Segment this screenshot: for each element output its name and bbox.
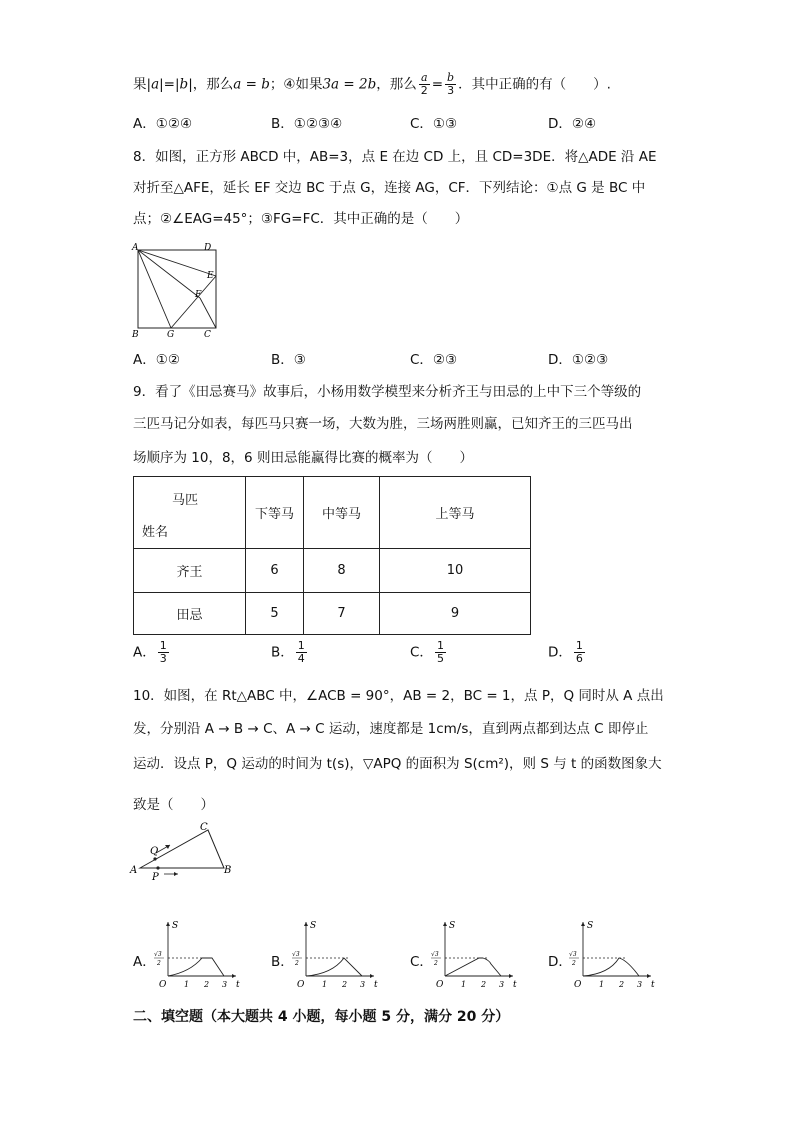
tick-label-2: 2 <box>619 980 625 989</box>
t-axis-label: t <box>651 980 655 990</box>
table-header-cell: 中等马 <box>304 477 380 549</box>
tick-label-1: 1 <box>322 980 328 989</box>
table-corner-cell: 马匹 姓名 <box>134 477 246 549</box>
q8-label-c: C <box>204 330 211 338</box>
tick-label-3: 3 <box>637 980 643 989</box>
origin-label: O <box>159 980 167 990</box>
q10-text-line2: 发，分别沿 A → B → C、A → C 运动，速度都是 1cm/s，直到两点都到达点 C 即停止 <box>133 721 649 737</box>
s-axis-arrow <box>166 922 170 926</box>
q10-option-d[interactable]: D． <box>548 954 572 970</box>
graph-option-c <box>427 918 517 990</box>
q10-option-a[interactable]: A． <box>133 954 156 970</box>
s-axis-arrow <box>581 922 585 926</box>
origin-label: O <box>436 980 444 990</box>
q8-label-b: B <box>132 330 139 338</box>
q8-option-c[interactable]: C．②③ <box>410 352 458 368</box>
den-label: 2 <box>295 960 299 967</box>
svg-text:A: A <box>130 865 138 876</box>
t-axis-label: t <box>513 980 517 990</box>
table-row: 齐王 6 8 10 <box>134 549 531 593</box>
q8-label-a: A <box>132 243 139 253</box>
q7-option-b[interactable]: B．①②③④ <box>271 116 343 132</box>
s-axis-arrow <box>304 922 308 926</box>
q10-option-c[interactable]: C． <box>410 954 433 970</box>
t-axis-arrow <box>647 974 651 978</box>
q10-text-line4: 致是（ ） <box>133 797 214 813</box>
den-label: 2 <box>572 960 576 967</box>
graph-option-b <box>288 918 378 990</box>
q8-option-b[interactable]: B．③ <box>271 352 306 368</box>
s-axis-label: S <box>310 921 317 931</box>
t-axis-label: t <box>236 980 240 990</box>
q9-text-line3: 场顺序为 10，8，6 则田忌能赢得比赛的概率为（ ） <box>133 450 473 466</box>
svg-text:B: B <box>224 865 232 876</box>
graph-option-d <box>565 918 655 990</box>
q8-label-g: G <box>167 330 175 338</box>
q9-text-line2: 三匹马记分如表，每匹马只赛一场，大数为胜，三场两胜则赢，已知齐王的三匹马出 <box>133 416 633 432</box>
table-header-cell: 下等马 <box>246 477 304 549</box>
q7-option-a[interactable]: A．①②④ <box>133 116 193 132</box>
q9-option-a[interactable]: A． $\frac{1}{3}$ <box>133 639 167 665</box>
t-axis-arrow <box>509 974 513 978</box>
q7-option-c[interactable]: C．①③ <box>410 116 458 132</box>
t-axis-label: t <box>374 980 378 990</box>
tick-label-1: 1 <box>599 980 605 989</box>
q7-tail-line: 果|a|=|b|，那么a = b；④如果3a = 2b，那么 $\frac{a}{2}$ = $\frac{b}{3}$ ．其中正确的有（ ）. <box>133 71 611 97</box>
q10-option-b[interactable]: B． <box>271 954 294 970</box>
q8-label-d: D <box>204 243 212 253</box>
q10-text-line1: 10．如图，在 Rt△ABC 中，∠ACB = 90°，AB = 2，BC = 1，点 P，Q 同时从 A 点出 <box>133 688 664 704</box>
svg-text:Q: Q <box>150 846 159 857</box>
tick-label-1: 1 <box>184 980 190 989</box>
section-2-heading: 二、填空题（本大题共 4 小题，每小题 5 分，满分 20 分） <box>133 1009 510 1025</box>
graph-option-a <box>150 918 240 990</box>
tick-label-3: 3 <box>499 980 505 989</box>
sqrt3-label: √3 <box>569 951 577 958</box>
q8-text-line1: 8．如图，正方形 ABCD 中，AB=3，点 E 在边 CD 上，且 CD=3DE．将△ADE 沿 AE <box>133 149 657 165</box>
origin-label: O <box>297 980 305 990</box>
den-label: 2 <box>434 960 438 967</box>
origin-label: O <box>574 980 582 990</box>
s-axis-label: S <box>587 921 594 931</box>
tick-label-1: 1 <box>461 980 467 989</box>
q8-label-f: F <box>195 290 202 300</box>
table-row: 田忌 5 7 9 <box>134 593 531 635</box>
q9-text-line1: 9．看了《田忌赛马》故事后，小杨用数学模型来分析齐王与田忌的上中下三个等级的 <box>133 384 642 400</box>
q9-option-c[interactable]: C． $\frac{1}{5}$ <box>410 639 444 665</box>
tick-label-3: 3 <box>360 980 366 989</box>
horse-score-table <box>133 476 531 635</box>
sqrt3-label: √3 <box>292 951 300 958</box>
q8-label-e: E <box>207 271 214 281</box>
tick-label-3: 3 <box>222 980 228 989</box>
s-axis-label: S <box>172 921 179 931</box>
s-axis-label: S <box>449 921 456 931</box>
tick-label-2: 2 <box>481 980 487 989</box>
t-axis-arrow <box>232 974 236 978</box>
q8-text-line2: 对折至△AFE，延长 EF 交边 BC 于点 G，连接 AG，CF．下列结论：①点 G 是 BC 中 <box>133 180 646 196</box>
t-axis-arrow <box>370 974 374 978</box>
q8-square-figure <box>128 240 228 338</box>
s-axis-arrow <box>443 922 447 926</box>
sqrt3-label: √3 <box>154 951 162 958</box>
tick-label-2: 2 <box>204 980 210 989</box>
frac-a-over-2: $\frac{a}{2}$ <box>420 71 428 97</box>
q8-option-a[interactable]: A．①② <box>133 352 180 368</box>
tick-label-2: 2 <box>342 980 348 989</box>
frac-b-over-3: $\frac{b}{3}$ <box>447 71 455 97</box>
q9-option-d[interactable]: D． $\frac{1}{6}$ <box>548 639 583 665</box>
q9-option-b[interactable]: B． $\frac{1}{4}$ <box>271 639 305 665</box>
q10-triangle-figure <box>128 818 238 882</box>
svg-text:P: P <box>152 872 159 882</box>
table-header-cell: 上等马 <box>380 477 531 549</box>
q8-option-d[interactable]: D．①②③ <box>548 352 609 368</box>
q7-option-d[interactable]: D．②④ <box>548 116 597 132</box>
sqrt3-label: √3 <box>431 951 439 958</box>
q8-text-line3: 点；②∠EAG=45°；③FG=FC．其中正确的是（ ） <box>133 211 469 227</box>
svg-text:C: C <box>200 822 208 833</box>
q10-text-line3: 运动．设点 P，Q 运动的时间为 t(s)，▽APQ 的面积为 S(cm²)，则 S 与 t 的函数图象大 <box>133 756 662 772</box>
den-label: 2 <box>157 960 161 967</box>
